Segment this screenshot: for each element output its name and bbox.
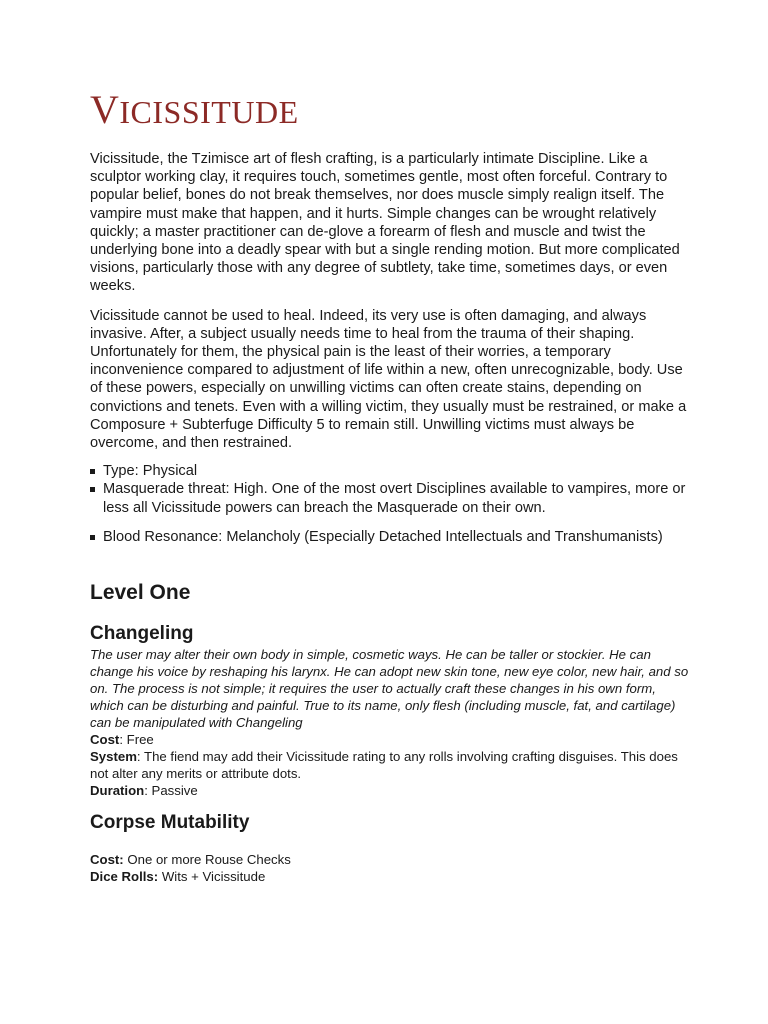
power-duration — [90, 782, 690, 799]
document-content — [90, 88, 690, 885]
cost-label: Cost — [90, 732, 120, 748]
title-rest: ICISSITUDE — [119, 94, 299, 130]
title-initial: V — [90, 87, 120, 132]
power-cost — [90, 731, 690, 748]
system-value: The fiend may add their Vicissitude rating to any rolls involving crafting disguises. This does not alter any merits or attribute dots. — [90, 749, 678, 782]
power-description: The user may alter their own body in simple, cosmetic ways. He can be taller or stockier. He can change his voice by reshaping his larynx. He can adopt new skin tone, new eye color, new hair, and so on. The process is not simple; it requires the user to actually craft these changes in his own form, which can be disturbing and painful. True to its name, only flesh (including muscle, fat, and cartilage) can be manipulated with Changeling — [90, 647, 689, 731]
cost-label: Cost: — [90, 852, 124, 868]
cost-separator: : — [119, 732, 127, 748]
power-dice-rolls — [90, 868, 690, 885]
dice-rolls-label: Dice Rolls: — [90, 869, 159, 885]
bullet-icon — [90, 535, 95, 540]
discipline-facts-list — [90, 462, 690, 517]
power-system — [90, 748, 690, 782]
duration-value: Passive — [151, 783, 198, 799]
power-cost — [90, 851, 690, 868]
list-item-text: Masquerade threat: High. One of the most overt Disciplines available to vampires, more or less all Vicissitude powers can breach the Masquerade on their own. — [103, 481, 686, 516]
list-item — [90, 462, 690, 480]
bullet-icon — [90, 469, 95, 474]
page-title — [90, 88, 690, 134]
level-heading: Level One — [90, 581, 191, 605]
system-label: System — [90, 749, 137, 765]
intro-paragraph: Vicissitude, the Tzimisce art of flesh crafting, is a particularly intimate Discipline. Like a sculptor working clay, it requires touch, sometimes gentle, most often forceful. Contrary to popular belief, bones do not break themselves, nor does muscle simply realign itself. The vampire must make that happen, and it hurts. Simple changes can be wrought relatively quickly; a master practitioner can de-glove a forearm of flesh and muscle and twist the underlying bone into a deadly spear with but a single rending motion. But more complicated visions, particularly those with any degree of subtlety, take time, sometimes days, or even weeks. — [90, 151, 680, 295]
duration-label: Duration — [90, 783, 145, 799]
resonance-list — [90, 528, 690, 546]
list-item-text: Type: Physical — [103, 463, 198, 480]
bullet-icon — [90, 487, 95, 492]
list-item — [90, 480, 690, 516]
power-title-changeling: Changeling — [90, 623, 194, 645]
cost-value: Free — [126, 732, 154, 748]
cost-value: One or more Rouse Checks — [123, 852, 291, 868]
power-title-corpse-mutability: Corpse Mutability — [90, 812, 250, 834]
system-separator: : — [136, 749, 145, 765]
intro-paragraph: Vicissitude cannot be used to heal. Indeed, its very use is often damaging, and always invasive. After, a subject usually needs time to heal from the trauma of their shaping. Unfortunately for them, the physical pain is the least of their worries, a temporary inconvenience compared to adjustment of life within a new, often unrecognizable, body. Use of these powers, especially on unwilling victims can often create stains, depending on convictions and tenets. Even with a willing victim, they usually must be restrained, or make a Composure + Subterfuge Difficulty 5 to remain still. Unwilling victims must always be overcome, and then restrained. — [90, 307, 687, 452]
duration-separator: : — [144, 783, 152, 799]
list-item-text: Blood Resonance: Melancholy (Especially Detached Intellectuals and Transhumanists) — [103, 528, 663, 545]
list-item — [90, 528, 690, 546]
dice-rolls-value: Wits + Vicissitude — [158, 869, 266, 885]
